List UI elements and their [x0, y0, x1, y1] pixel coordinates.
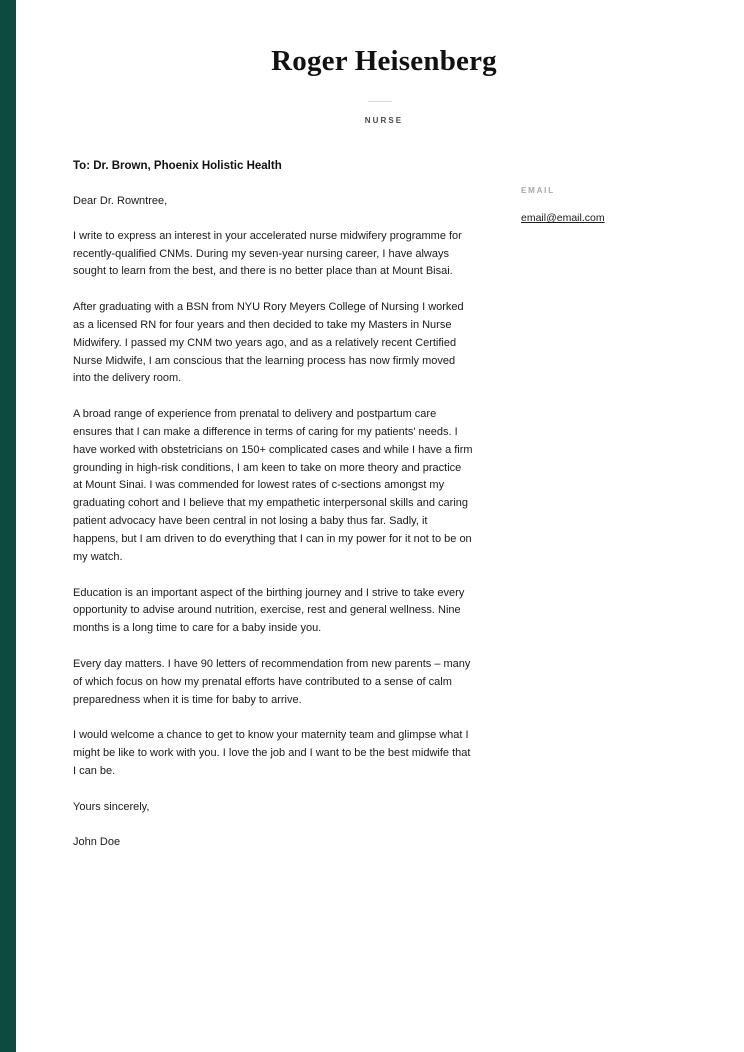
signoff-line: Yours sincerely, — [73, 800, 150, 813]
letter-paragraph: A broad range of experience from prenatal to delivery and postpartum care ensures that I can make a difference in terms of caring for my patients' needs. I have worked with obstetricians on 150+ complicated cases and while I have a firm grounding in high-risk conditions, I am keen to take on more theory and practice at Mount Sinai. I was commended for lowest rates of c-sections amongst my graduating cohort and I believe that my empathetic interpersonal skills and caring patient advocacy have been central in not losing a baby thus far. Sadly, it happens, but I am driven to do everything that I can in my power for it not to be on my watch. — [73, 408, 473, 563]
signature-name: John Doe — [73, 835, 121, 848]
letter-paragraph: Education is an important aspect of the birthing journey and I strive to take every opportunity to advise around nutrition, exercise, rest and general wellness. Nine months is a long time to care for a baby inside you. — [73, 586, 465, 635]
letter-header — [16, 0, 744, 125]
letter-paragraph: I would welcome a chance to get to know your maternity team and glimpse what I might be like to work with you. I love the job and I want to be the best midwife that I can be. — [73, 729, 471, 778]
header-divider — [368, 101, 392, 102]
page-title: Roger Heisenberg — [271, 45, 497, 77]
email-label: EMAIL — [521, 186, 555, 195]
letter-paragraph: I write to express an interest in your accelerated nurse midwifery programme for recently-qualified CNMs. During my seven-year nursing career, I have always sought to learn from the best, and there is no better place than at Mount Bisai. — [73, 229, 462, 278]
left-accent-bar — [0, 0, 16, 1052]
salutation-line: Dear Dr. Rowntree, — [73, 194, 168, 207]
letter-body — [73, 158, 473, 851]
recipient-line: To: Dr. Brown, Phoenix Holistic Health — [73, 160, 282, 172]
contact-sidebar — [521, 186, 701, 226]
letter-paragraph: After graduating with a BSN from NYU Rory Meyers College of Nursing I worked as a licensed RN for four years and then decided to take my Masters in Nurse Midwifery. I passed my CNM two years ago, and as a relatively recent Certified Nurse Midwife, I am conscious that the learning process has now firmly moved into the delivery room. — [73, 301, 464, 385]
letter-paragraph: Every day matters. I have 90 letters of recommendation from new parents – many of which focus on how my prenatal efforts have contributed to a sense of calm preparedness when it is time for baby to arrive. — [73, 657, 471, 706]
email-link[interactable]: email@email.com — [521, 212, 605, 224]
job-title: NURSE — [364, 115, 404, 125]
